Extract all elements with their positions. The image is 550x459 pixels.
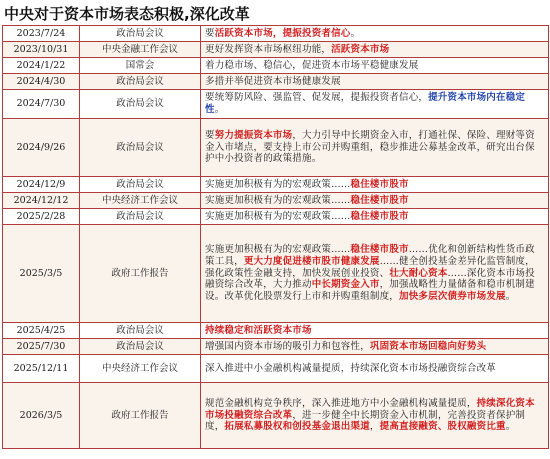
row-date: 2025/4/25 xyxy=(3,323,80,339)
highlight-text: 中长期资金入市 xyxy=(311,279,380,291)
row-meeting: 政治局会议 xyxy=(80,339,201,355)
highlight-text: 提升资本市场内在稳定性 xyxy=(205,92,526,115)
page-title: 中央对于资本市场表态积极,深化改革 xyxy=(4,5,250,23)
row-date: 2025/2/28 xyxy=(3,209,80,225)
content-text: ……健全创投基金差异化监管制度，强化政策性金融支持，加快发展创业投资、 xyxy=(205,255,535,279)
table-row xyxy=(3,74,549,90)
highlight-text: 持续深化资本市场投融资综合改革 xyxy=(205,397,535,421)
row-meeting: 中央经济工作会议 xyxy=(80,355,201,383)
row-content xyxy=(201,74,549,90)
highlight-text: 持续稳定和活跃资本市场 xyxy=(205,324,312,336)
row-date: 2025/3/5 xyxy=(3,225,80,323)
row-meeting: 政治局会议 xyxy=(80,90,201,119)
content-text: 。 xyxy=(350,27,361,39)
content-text: ，大力引导中长期资金入市，打通社保、保险、理财等资金入市堵点，要支持上市公司并购重组，稳步推进公募基金改革，研究出台保护中小投资者的政策措施。 xyxy=(205,129,535,165)
row-content xyxy=(201,383,549,449)
content-text: ……优化和创新结构性货币政策工具， xyxy=(205,244,535,267)
row-content xyxy=(201,225,549,323)
table-row xyxy=(3,323,549,339)
row-content xyxy=(201,209,549,225)
content-text: 实施更加积极有为的宏观政策…… xyxy=(205,178,351,190)
row-content xyxy=(201,90,549,119)
content-text: 深入推进中小金融机构减量提质，持续深化资本市场投融资综合改革 xyxy=(205,362,497,374)
row-content xyxy=(201,119,549,177)
row-date: 2025/7/30 xyxy=(3,339,80,355)
highlight-text: 活跃资本市场，提振投资者信心 xyxy=(214,27,351,39)
highlight-text: 努力提振资本市场 xyxy=(214,129,293,141)
row-content xyxy=(201,26,549,42)
row-meeting: 政府工作报告 xyxy=(80,225,201,323)
content-text: 增强国内资本市场的吸引力和包容性， xyxy=(205,340,370,352)
highlight-text: 稳住楼市股市 xyxy=(350,210,409,222)
content-text: ，进一步健全中长期资金入市机制，完善投资者保护制度， xyxy=(205,409,526,433)
table-row xyxy=(3,193,549,209)
highlight-text: 稳住楼市股市 xyxy=(350,194,409,206)
row-meeting: 政治局会议 xyxy=(80,209,201,225)
row-content xyxy=(201,177,549,193)
row-date: 2025/12/11 xyxy=(3,355,80,383)
content-text: 着力稳市场、稳信心，促进资本市场平稳健康发展 xyxy=(205,59,419,71)
row-meeting: 政府工作报告 xyxy=(80,383,201,449)
row-date: 2024/7/30 xyxy=(3,90,80,119)
highlight-text: 稳住楼市股市 xyxy=(350,244,409,256)
row-content xyxy=(201,58,549,74)
content-text: 实施更加积极有为的宏观政策…… xyxy=(205,244,351,256)
table-row xyxy=(3,383,549,449)
row-meeting: 政治局会议 xyxy=(80,119,201,177)
row-date: 2024/1/22 xyxy=(3,58,80,74)
row-content xyxy=(201,42,549,58)
content-text: 要 xyxy=(205,27,215,39)
row-content xyxy=(201,323,549,339)
row-date: 2023/7/24 xyxy=(3,26,80,42)
content-text: 实施更加积极有为的宏观政策…… xyxy=(205,210,351,222)
table-row xyxy=(3,209,549,225)
policy-table-body xyxy=(3,26,549,449)
highlight-text: 壮大耐心资本 xyxy=(389,267,448,279)
row-date: 2023/10/31 xyxy=(3,42,80,58)
row-date: 2024/12/9 xyxy=(3,177,80,193)
row-meeting: 政治局会议 xyxy=(80,323,201,339)
content-text: 多措并举促进资本市场健康发展 xyxy=(205,75,341,87)
row-meeting: 政治局会议 xyxy=(80,26,201,42)
content-text: 规范金融机构竞争秩序，深入推进地方中小金融机构减量提质， xyxy=(205,397,477,409)
table-row xyxy=(3,26,549,42)
highlight-text: 更大力度促进楼市股市健康发展 xyxy=(243,255,380,267)
row-date: 2024/12/12 xyxy=(3,193,80,209)
content-text: 实施更加积极有为的宏观政策…… xyxy=(205,194,351,206)
content-text: 。 xyxy=(505,291,516,303)
row-content xyxy=(201,355,549,383)
highlight-text: 稳住楼市股市 xyxy=(350,178,409,190)
table-row xyxy=(3,355,549,383)
table-row xyxy=(3,58,549,74)
row-meeting: 政治局会议 xyxy=(80,177,201,193)
content-text: ……深化资本市场投融资综合改革，大力推动 xyxy=(205,267,535,291)
table-row xyxy=(3,90,549,119)
content-text: ，加强战略性力量储备和稳市机制建设。改革优化股票发行上市和并购重组制度， xyxy=(205,279,535,303)
highlight-text: 活跃资本市场 xyxy=(331,43,390,55)
row-date: 2024/4/30 xyxy=(3,74,80,90)
policy-table xyxy=(2,25,549,449)
table-row xyxy=(3,225,549,323)
table-row xyxy=(3,42,549,58)
table-row xyxy=(3,119,549,177)
row-meeting: 国常会 xyxy=(80,58,201,74)
row-date: 2024/9/26 xyxy=(3,119,80,177)
row-meeting: 政治局会议 xyxy=(80,74,201,90)
content-text: 。 xyxy=(505,421,516,433)
highlight-text: 巩固资本市场回稳向好势头 xyxy=(369,340,487,352)
row-meeting: 中央经济工作会议 xyxy=(80,193,201,209)
highlight-text: 提高直接融资、股权融资比重 xyxy=(379,421,506,433)
content-text: 要统筹防风险、强监管、促发展，提振投资者信心， xyxy=(205,92,429,104)
content-text: 更好发挥资本市场枢纽功能， xyxy=(205,43,332,55)
row-meeting: 中央金融工作会议 xyxy=(80,42,201,58)
content-text: 要 xyxy=(205,129,215,141)
content-text: ， xyxy=(369,421,380,433)
content-text: 。 xyxy=(214,104,225,115)
highlight-text: 加快多层次债券市场发展 xyxy=(399,291,506,303)
row-date: 2026/3/5 xyxy=(3,383,80,449)
row-content xyxy=(201,339,549,355)
highlight-text: 拓展私募股权和创投基金退出渠道 xyxy=(224,421,370,433)
table-row xyxy=(3,339,549,355)
table-row xyxy=(3,177,549,193)
row-content xyxy=(201,193,549,209)
